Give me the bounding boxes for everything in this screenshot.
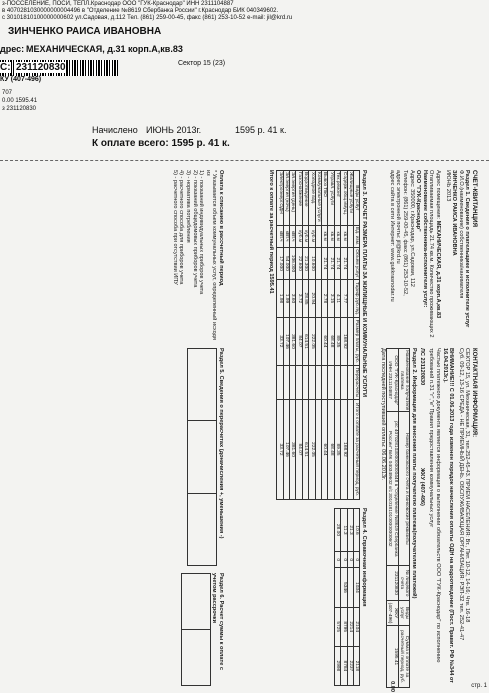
s3-cell: 381.60 <box>289 400 295 500</box>
s3-cell: 1.98 <box>277 280 283 318</box>
s4-cell: 11.3 <box>341 509 347 552</box>
s3-row <box>309 171 315 500</box>
s3-row <box>347 171 353 500</box>
s4-cell: 0 <box>341 552 347 568</box>
s3-cell <box>309 365 315 399</box>
s3-cell: кВт.ч <box>283 225 289 247</box>
company-email: адрес электронной почты: jil@krd.ru <box>395 170 402 264</box>
footnote-line: 5) - расчетного способа при отсутствии ИПУ <box>171 170 178 285</box>
s3-cell: 33.72 <box>277 400 283 500</box>
s3-row <box>283 171 289 500</box>
s3-row <box>315 171 321 500</box>
s3-col-header: Перерасчеты <box>354 365 360 399</box>
fio-label: Ф.И.О.(наименование) собственника/нанимателя <box>457 170 464 299</box>
account-label: С: <box>0 62 11 73</box>
s3-cell: 33.72 <box>277 317 283 365</box>
owner-label: Наименование собственника-исполнителя услуг: <box>421 170 428 308</box>
s3-cell <box>315 365 321 399</box>
section-1-title: Раздел 1. Сведения о плательщике и исполнителе услуг <box>464 170 471 328</box>
s3-cell: Вывоз ТБО <box>321 171 327 226</box>
page-number: стр. 1 <box>471 683 487 689</box>
s3-cell <box>347 280 353 318</box>
s4-row <box>334 509 340 686</box>
s3-cell: куб.м <box>309 225 315 247</box>
premises-address-label: Адрес помещения: <box>435 170 442 220</box>
accrued-sum: 1595 р. 41 к. <box>235 125 287 135</box>
company-phone: Телефон: (861) 259-00-45, факс (861) 253-10-52, <box>402 170 409 296</box>
warning-1: ВНИМАНИЕ!!! С 01.06.2013 года изменен порядок начисления оплаты ОДН на водоотведение (Пост. Правит. РФ №344 от 16.04.2013г.). <box>441 348 455 683</box>
s3-cell: Коммунальные услуги <box>315 171 321 226</box>
lic-account: ЛС 231120830 <box>419 348 425 386</box>
s3-cell: Управл. услуги <box>328 171 334 226</box>
pay-total: К оплате всего: 1595 р. 41 к. <box>92 138 230 149</box>
s4-cell <box>334 568 340 607</box>
section-6-title: Раздел 6. Расчет суммы к оплате с учетом рассрочки <box>211 573 224 671</box>
s3-cell: 89.35 <box>334 317 340 365</box>
s3-col-header: Размер платы, руб. <box>354 317 360 365</box>
s4-cell: 8784 <box>341 646 347 685</box>
s4-cell: 28.00 <box>334 509 340 552</box>
section-3-title: Раздел 3. РАСЧЕТ РАЗМЕРА ПЛАТЫ ЗА ЖИЛИЩНЫЕ И КОММУНАЛЬНЫЕ УСЛУГИ <box>361 170 367 398</box>
section-2-title: Раздел 2. Информация для внесения платы получателю платежа(получателям платежей) <box>411 348 417 599</box>
s2-sum: 1595.41 <box>386 626 398 688</box>
s3-cell: 4.11 <box>334 280 340 318</box>
s3-row <box>328 171 334 500</box>
s4-row <box>354 509 360 686</box>
s3-cell: 84.07 <box>296 317 302 365</box>
invoice-period: ИЮНЬ 2013 <box>444 170 451 202</box>
section-6-table <box>181 573 211 686</box>
s3-row <box>289 171 295 500</box>
header-line-2: в 4070281030000000004496 в "Отделение №8619 Сбербанка России" г.Краснодар БИК 040349602. <box>2 8 279 14</box>
s3-cell: 3.15 <box>328 280 334 318</box>
s3-cell: Жилищные услуги <box>347 171 353 226</box>
s3-cell: куб.м <box>302 225 308 247</box>
s3-cell: кв.м <box>321 225 327 247</box>
s3-cell: 222.05 <box>309 400 315 500</box>
s3-cell: 89.35 <box>334 400 340 500</box>
s4-cell: 1034 <box>354 568 360 607</box>
s2-account: 231120830 <box>386 566 398 601</box>
accrued-period: ИЮНЬ 2013г. <box>146 125 202 135</box>
account-number: 231120830 <box>16 62 66 73</box>
address-value: МЕХАНИЧЕСКАЯ, д.31 корп.А,кв.83 <box>26 44 183 54</box>
s3-cell: кв.м <box>341 225 347 247</box>
header-line-3: с 30101810100000000602 ул.Садовая, д.112 Тел. (861) 259-00-45, факс (861) 253-10-52 e-mail: jil@krd.ru <box>2 15 293 21</box>
s4-cell: 2104 <box>354 607 360 646</box>
s3-cell: Электроэнерг.ОДН <box>277 171 283 226</box>
s3-row <box>277 171 283 500</box>
s4-cell: 2237 <box>347 646 353 685</box>
s2-recipient: ООО "ГУК-Краснодар" ИНН 2311104887 <box>386 349 398 412</box>
warning-3: требований п.31 "г","е" Правил предоставления коммунальных услуг <box>428 348 435 528</box>
footnote-line: 1) - показаний индивидуальных приборов учета <box>198 170 205 295</box>
s3-cell: 21.74 <box>341 247 347 280</box>
s2-extra: 0.00 <box>389 681 395 692</box>
s3-cell <box>347 317 353 365</box>
s4-cell: 8795 <box>341 607 347 646</box>
s4-cell: 10.6 <box>354 509 360 552</box>
zhku-label: КУ (407-496) <box>0 76 42 83</box>
footnotes <box>171 170 217 342</box>
s3-cell <box>315 247 321 280</box>
s4-cell: 2214 <box>347 607 353 646</box>
contact-info-title: КОНТАКТНАЯ ИНФОРМАЦИЯ: <box>471 348 477 438</box>
s3-col-header: Итого к оплате за расчетный период, руб. <box>354 400 360 500</box>
s3-cell: 106.000 <box>289 247 295 280</box>
s3-cell: 54.000 <box>283 247 289 280</box>
s3-cell: 107.46 <box>283 317 289 365</box>
total-label: Итого к оплате за расчетный период <box>268 170 275 272</box>
s3-row <box>321 171 327 500</box>
s3-cell: Эл.энергия (ночь) <box>283 171 289 226</box>
s2-service: ЖКУ (407-496) <box>386 600 398 625</box>
invoice-rotated <box>14 168 479 693</box>
s3-cell: кв.м <box>328 225 334 247</box>
s3-cell <box>347 225 353 247</box>
s3-cell <box>341 365 347 399</box>
s3-cell: 168.92 <box>341 317 347 365</box>
s3-cell: кВт.ч <box>277 225 283 247</box>
s3-row <box>341 171 347 500</box>
s4-cell: 5725 <box>334 607 340 646</box>
s4-cell <box>347 568 353 607</box>
premises-address: МЕХАНИЧЕСКАЯ, д.31 корп.А,кв.83 <box>435 220 442 319</box>
section-2-table <box>386 348 411 688</box>
s4-cell: 0 <box>334 552 340 568</box>
area-info: Отапливаемая площадь 21.74 кв.м. Количество проживающих 2 <box>428 170 435 338</box>
company-name: ООО "ГУК-Краснодар" <box>415 170 422 232</box>
company-address: Адрес: 350000, г.Краснодар, ул.Садовая, 112 <box>408 170 415 287</box>
s3-row <box>296 171 302 500</box>
s3-cell <box>321 365 327 399</box>
s3-col-header: Объем услуг <box>354 247 360 280</box>
s2-col-recipient: Наименование получателя платежа <box>399 350 410 411</box>
s3-cell <box>315 317 321 365</box>
fio-value: ЗИНЧЕНКО РАИСА ИВАНОВНА <box>451 170 458 256</box>
header-line-1: з-ПОССЕЛЕНИЕ, ПОСИ, ТЕПЛ.Краснодар ООО "ГУК-Краснодар" ИНН 2311104887 <box>2 1 234 7</box>
s3-cell: 614.51 <box>302 317 308 365</box>
warning-2: Частью платежного документа является информация о выполнении обязательств ООО "ГУК-Краснодар" по исполнению <box>435 348 442 663</box>
s4-cell: 0 <box>347 552 353 568</box>
s3-cell <box>347 400 353 500</box>
sector-label: Сектор 15 (23) <box>178 60 226 67</box>
s3-cell: 22.600 <box>296 247 302 280</box>
zhku-code: ЖКУ (407-496) <box>419 468 425 506</box>
s3-cell: 17.000 <box>277 247 283 280</box>
cut-line <box>0 160 489 161</box>
s3-cell: 68.48 <box>328 400 334 500</box>
footnote-line: * Указывается объем коммунальных услуг, определенный исходя из <box>204 170 218 340</box>
s4-cell: 21.3 <box>347 509 353 552</box>
s3-cell: 381.60 <box>289 317 295 365</box>
s2-col-service: Виды услуг <box>398 600 410 625</box>
s4-row <box>341 509 347 686</box>
contact-info-2: Суб. 09-12, 13-16 СРЕДА - НЕ ПРИЕМНЫЙ ДЕНЬ. ОБСЛУЖИВАЮЩАЯ ОРГАНИЗАЦИЯ: РЭП-32 тел. 252-41-47 <box>457 348 464 641</box>
s3-cell <box>296 365 302 399</box>
s3-cell: Эл.энергия (день) <box>289 171 295 226</box>
s3-cell <box>334 365 340 399</box>
s3-cell: 84.07 <box>296 400 302 500</box>
s3-cell <box>347 247 353 280</box>
s3-cell: 68.48 <box>328 317 334 365</box>
s3-cell: 20.94 <box>309 280 315 318</box>
footnote-line: 4) - расчетного способа для приборов учета <box>178 170 185 285</box>
s3-cell: 60.44 <box>321 400 327 500</box>
s3-cell: 222.05 <box>309 317 315 365</box>
s3-cell <box>315 225 321 247</box>
s3-cell: кВт.ч <box>289 225 295 247</box>
accrued-label: Начислено <box>92 125 138 135</box>
s3-cell: 168.92 <box>341 400 347 500</box>
invoice-area <box>14 168 489 693</box>
code-3: з 231120830 <box>2 106 37 112</box>
footnote-line: 2) - показаний общедомовых приборов учета <box>191 170 198 288</box>
s3-row <box>334 171 340 500</box>
s3-col-header: Ед. изм. <box>354 227 360 246</box>
s3-cell: Содерж.общ.имущ. <box>341 171 347 226</box>
code-1: 707 <box>2 90 13 96</box>
s3-cell: 28.85 <box>302 280 308 318</box>
s3-cell <box>347 365 353 399</box>
s3-cell <box>283 365 289 399</box>
s3-cell: Холодное вод. <box>309 171 315 226</box>
s2-col-account: № лицевого счета <box>398 566 410 601</box>
section-5-table <box>187 348 217 566</box>
section-4-table <box>334 508 361 686</box>
s3-cell: 21.74 <box>321 247 327 280</box>
s3-cell: куб.м <box>296 225 302 247</box>
s3-cell <box>289 365 295 399</box>
s2-note: Дата последней поступившей оплаты: 06.06.2013г. <box>379 348 386 481</box>
code-2: 0.00 1595.41 <box>2 98 38 104</box>
company-site: адрес сайта в сети Интернет: www.gukkrasnodar.ru <box>388 170 395 302</box>
s3-row <box>302 171 308 500</box>
payer-name: ЗИНЧЕНКО РАИСА ИВАНОВНА <box>8 26 162 37</box>
footnote-line: 3) - норматива потребления <box>185 170 192 243</box>
s3-cell: 107.46 <box>283 400 289 500</box>
s3-cell: 3.60 <box>289 280 295 318</box>
s3-cell: Водоотведение <box>302 171 308 226</box>
invoice-title: СЧЕТ-КВИТАНЦИЯ <box>471 170 478 228</box>
s3-cell: 2.78 <box>321 280 327 318</box>
s3-cell <box>302 365 308 399</box>
s3-cell <box>277 365 283 399</box>
s3-col-header: Тариф руб./ед. <box>354 280 360 318</box>
s3-cell: 3.72 <box>296 280 302 318</box>
s2-bank: р/с 40702810300000000448 в "Отделение №8619 Сбербанка России" БИК 040349602 к/с 30101810100000000602 <box>386 412 398 566</box>
section-4-title: Раздел 4. Справочная информация <box>361 508 367 607</box>
s3-cell: 1.99 <box>283 280 289 318</box>
section-5-title: Раздел 5. Сведения о перерасчетах (доначисления +, уменьшения -) <box>218 348 224 539</box>
s3-cell <box>315 280 321 318</box>
s2-col-bank: Номер банковского счета и банковские реквизиты <box>398 412 410 566</box>
address-label: дрес: <box>0 44 25 54</box>
s3-cell: 10.600 <box>309 247 315 280</box>
s3-cell <box>315 400 321 500</box>
s3-cell: 21.300 <box>302 247 308 280</box>
s3-col-header: Виды услуг <box>354 171 360 226</box>
section-3-table <box>276 170 360 500</box>
s3-cell: кв.м <box>334 225 340 247</box>
s4-cell: 2118 <box>354 646 360 685</box>
pay-note: Оплата к списанию в рассчетный период <box>218 170 224 286</box>
s4-row <box>347 509 353 686</box>
s4-cell: 2998 <box>334 646 340 685</box>
s3-cell: 21.74 <box>328 247 334 280</box>
s3-cell: Тек.ремонт <box>334 171 340 226</box>
s3-cell: 21.74 <box>334 247 340 280</box>
s3-cell: 60.44 <box>321 317 327 365</box>
s4-cell: 5346 <box>341 568 347 607</box>
s3-cell: Газоснабжение <box>296 171 302 226</box>
s3-cell: 614.51 <box>302 400 308 500</box>
contact-info-1: СЕКТОР 15, ул. Механическая, 31, тел.252-45-43. ПРИЕМ НАСЕЛЕНИЯ: Вт., Пят. 10-12, 14-16; Чтв. 16-18 <box>464 348 471 623</box>
total-value: 1595.41 <box>268 273 275 294</box>
s3-cell: 7.77 <box>341 280 347 318</box>
s3-cell <box>328 365 334 399</box>
s2-col-sum: Сумма к оплате за расчетный период, руб. <box>398 626 410 688</box>
s4-cell: 0 <box>354 552 360 568</box>
